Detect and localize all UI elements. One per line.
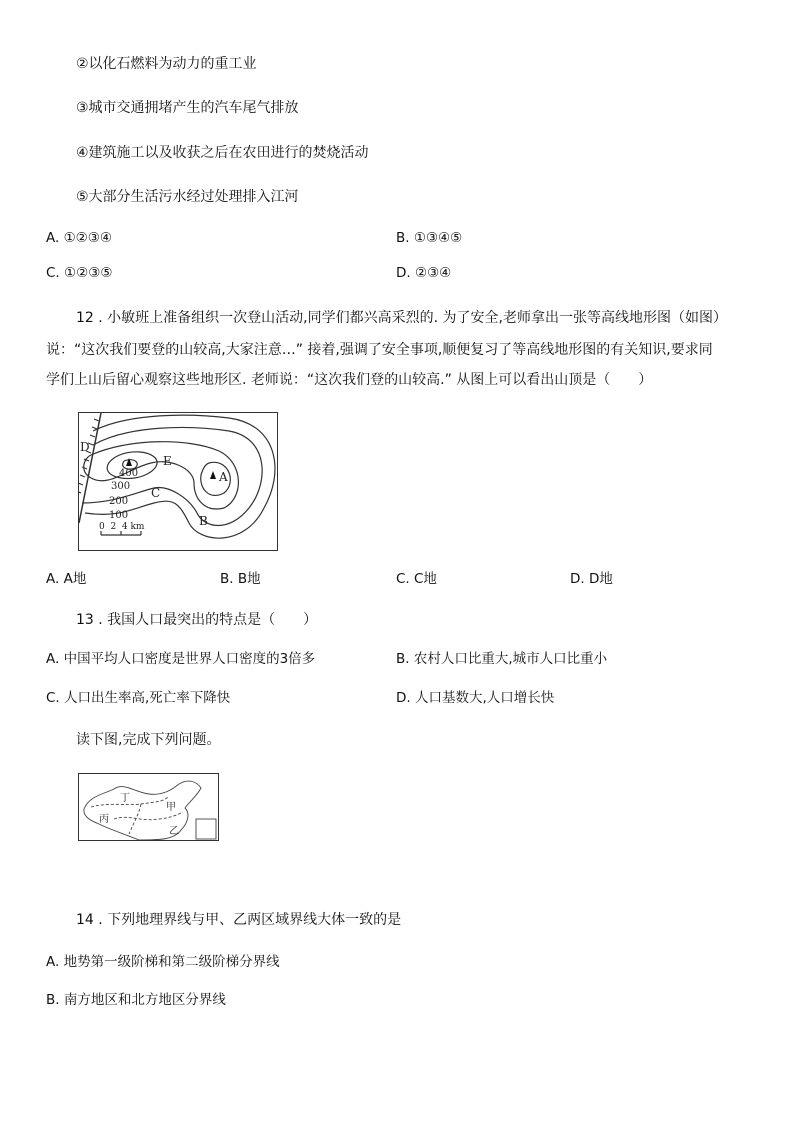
map-label-a: A — [219, 470, 228, 484]
scale-bar-label: 0 2 4 km — [99, 522, 145, 532]
q12-option-a[interactable]: A. A地 — [46, 571, 87, 587]
q11-item: ④建筑施工以及收获之后在农田进行的焚烧活动 — [76, 145, 369, 161]
contour-label-400: 400 — [119, 468, 139, 479]
q12-question-line: 学们上山后留心观察这些地形区. 老师说：“这次我们登的山较高.” 从图上可以看出山顶是（ ） — [46, 372, 653, 388]
q11-item: ③城市交通拥堵产生的汽车尾气排放 — [76, 100, 299, 116]
q12-option-d[interactable]: D. D地 — [570, 571, 613, 587]
q12-option-c[interactable]: C. C地 — [396, 571, 437, 587]
q11-option-a[interactable]: A. ①②③④ — [46, 230, 112, 246]
contour-map — [78, 412, 278, 551]
contour-label-300: 300 — [111, 481, 131, 492]
q13-option-b[interactable]: B. 农村人口比重大,城市人口比重小 — [396, 651, 608, 667]
china-map — [78, 773, 219, 841]
map-label-c: C — [151, 486, 161, 500]
q12-question-line: 12 . 小敏班上准备组织一次登山活动,同学们都兴高采烈的. 为了安全,老师拿出一张等高线地形图（如图） — [76, 310, 727, 326]
contour-label-200: 200 — [109, 496, 129, 507]
map-label-e: E — [163, 454, 172, 468]
map-label-b: B — [199, 514, 208, 528]
q14-option-b[interactable]: B. 南方地区和北方地区分界线 — [46, 992, 226, 1008]
q11-item: ⑤大部分生活污水经过处理排入江河 — [76, 189, 299, 205]
map-label-yi: 乙 — [169, 826, 179, 837]
q11-option-c[interactable]: C. ①②③⑤ — [46, 265, 113, 281]
map-label-d: D — [80, 440, 90, 454]
q11-item: ②以化石燃料为动力的重工业 — [76, 56, 257, 72]
map-label-ding: 丁 — [120, 793, 130, 804]
q13-option-d[interactable]: D. 人口基数大,人口增长快 — [396, 690, 555, 706]
contour-label-100: 100 — [109, 510, 129, 521]
q14-question: 14 . 下列地理界线与甲、乙两区域界线大体一致的是 — [76, 912, 402, 928]
q13-option-c[interactable]: C. 人口出生率高,死亡率下降快 — [46, 690, 231, 706]
map-label-jia: 甲 — [166, 802, 176, 813]
map-label-bing: 丙 — [99, 814, 109, 825]
q14-option-a[interactable]: A. 地势第一级阶梯和第二级阶梯分界线 — [46, 954, 280, 970]
q13-option-a[interactable]: A. 中国平均人口密度是世界人口密度的3倍多 — [46, 651, 316, 667]
q12-question-line: 说：“这次我们要登的山较高,大家注意…” 接着,强调了安全事项,顺便复习了等高线地形图的有关知识,要求同 — [46, 342, 713, 358]
q13-question: 13 . 我国人口最突出的特点是（ ） — [76, 612, 318, 628]
q11-option-d[interactable]: D. ②③④ — [396, 265, 452, 281]
q12-option-b[interactable]: B. B地 — [220, 571, 261, 587]
intro-text: 读下图,完成下列问题。 — [76, 732, 221, 748]
q11-option-b[interactable]: B. ①③④⑤ — [396, 230, 463, 246]
